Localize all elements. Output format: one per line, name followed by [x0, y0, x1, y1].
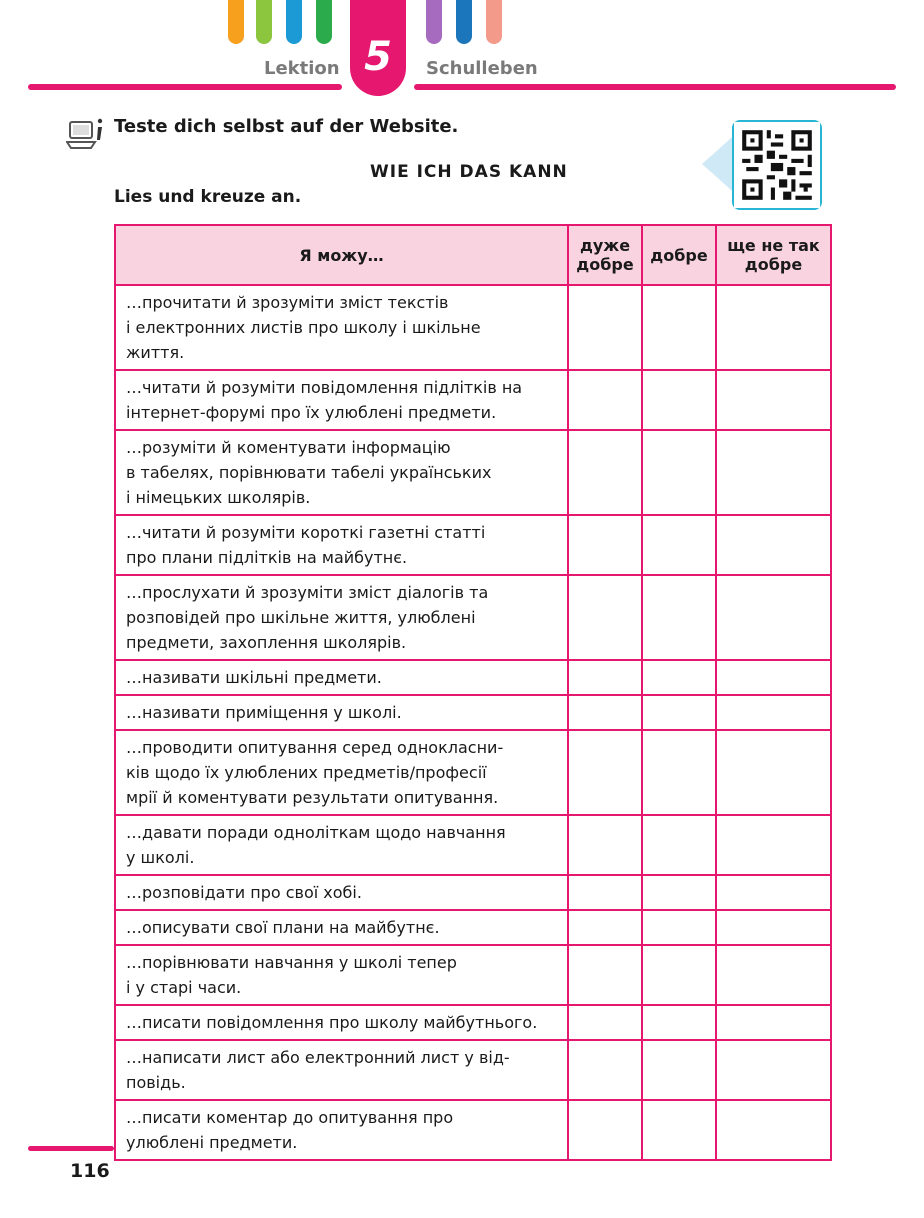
checkbox-cell-not-so-good[interactable]	[716, 730, 831, 815]
checkbox-cell-not-so-good[interactable]	[716, 815, 831, 875]
checkbox-cell-very-good[interactable]	[568, 695, 642, 730]
checkbox-cell-very-good[interactable]	[568, 1100, 642, 1160]
skill-line: …прочитати й зрозуміти зміст текстів	[126, 293, 449, 312]
header-line-right	[414, 84, 896, 90]
skill-line: …порівнювати навчання у школі тепер	[126, 953, 457, 972]
table-row	[115, 1005, 831, 1040]
header-good: добре	[642, 225, 716, 285]
checkbox-cell-not-so-good[interactable]	[716, 370, 831, 430]
skill-line: розповідей про шкільне життя, улюблені	[126, 608, 476, 627]
skill-cell	[115, 660, 568, 695]
checkbox-cell-good[interactable]	[642, 695, 716, 730]
table-row	[115, 370, 831, 430]
checkbox-cell-good[interactable]	[642, 285, 716, 370]
skill-line: …писати повідомлення про школу майбутнього.	[126, 1013, 538, 1032]
skill-line: …називати приміщення у школі.	[126, 703, 402, 722]
skill-line: …розуміти й коментувати інформацію	[126, 438, 451, 457]
checkbox-cell-very-good[interactable]	[568, 370, 642, 430]
section-heading: WIE ICH DAS KANN	[370, 162, 568, 182]
checkbox-cell-very-good[interactable]	[568, 660, 642, 695]
checkbox-cell-good[interactable]	[642, 1100, 716, 1160]
header-bar	[486, 0, 502, 44]
table-row	[115, 285, 831, 370]
checkbox-cell-very-good[interactable]	[568, 875, 642, 910]
checkbox-cell-good[interactable]	[642, 1040, 716, 1100]
skill-cell	[115, 695, 568, 730]
table-row	[115, 730, 831, 815]
checkbox-cell-good[interactable]	[642, 660, 716, 695]
skill-cell	[115, 910, 568, 945]
table-row	[115, 575, 831, 660]
table-row	[115, 430, 831, 515]
checkbox-cell-good[interactable]	[642, 875, 716, 910]
skill-line: …називати шкільні предмети.	[126, 668, 382, 687]
skill-line: …давати поради одноліткам щодо навчання	[126, 823, 506, 842]
skill-cell	[115, 575, 568, 660]
checkbox-cell-very-good[interactable]	[568, 730, 642, 815]
skill-line: інтернет-форумі про їх улюблені предмети.	[126, 403, 497, 422]
skill-line: улюблені предмети.	[126, 1133, 298, 1152]
topic-label: Schulleben	[426, 58, 538, 79]
table-row	[115, 515, 831, 575]
skill-cell	[115, 875, 568, 910]
header-line-left	[28, 84, 342, 90]
checkbox-cell-good[interactable]	[642, 575, 716, 660]
skill-line: в табелях, порівнювати табелі українських	[126, 463, 492, 482]
skill-line: життя.	[126, 343, 185, 362]
skill-line: у школі.	[126, 848, 195, 867]
checkbox-cell-very-good[interactable]	[568, 1040, 642, 1100]
header-not-so-good: ще не так добре	[716, 225, 831, 285]
lektion-label: Lektion	[264, 58, 340, 79]
skill-cell	[115, 430, 568, 515]
skill-line: мрії й коментувати результати опитування.	[126, 788, 499, 807]
skill-cell	[115, 815, 568, 875]
checkbox-cell-not-so-good[interactable]	[716, 875, 831, 910]
skill-cell	[115, 1005, 568, 1040]
self-assessment-table	[114, 224, 832, 1161]
checkbox-cell-not-so-good[interactable]	[716, 1005, 831, 1040]
skill-line: предмети, захоплення школярів.	[126, 633, 407, 652]
skill-line: …прослухати й зрозуміти зміст діалогів та	[126, 583, 489, 602]
checkbox-cell-good[interactable]	[642, 945, 716, 1005]
skill-line: …читати й розуміти повідомлення підлітків на	[126, 378, 523, 397]
table-row	[115, 910, 831, 945]
header-bar	[316, 0, 332, 44]
skill-cell	[115, 285, 568, 370]
skill-line: …розповідати про свої хобі.	[126, 883, 362, 902]
skill-line: повідь.	[126, 1073, 186, 1092]
checkbox-cell-good[interactable]	[642, 815, 716, 875]
skill-cell	[115, 945, 568, 1005]
footer-line	[28, 1146, 114, 1151]
checkbox-cell-good[interactable]	[642, 730, 716, 815]
laptop-info-icon	[66, 116, 106, 152]
checkbox-cell-very-good[interactable]	[568, 945, 642, 1005]
checkbox-cell-not-so-good[interactable]	[716, 285, 831, 370]
skill-cell	[115, 370, 568, 430]
header-bar	[228, 0, 244, 44]
checkbox-cell-not-so-good[interactable]	[716, 1040, 831, 1100]
table-row	[115, 695, 831, 730]
skill-cell	[115, 1040, 568, 1100]
header-bar	[286, 0, 302, 44]
table-row	[115, 1040, 831, 1100]
header-very-good: дуже добре	[568, 225, 642, 285]
checkbox-cell-good[interactable]	[642, 430, 716, 515]
table-row	[115, 1100, 831, 1160]
checkbox-cell-not-so-good[interactable]	[716, 575, 831, 660]
page-number: 116	[70, 1160, 110, 1182]
checkbox-cell-not-so-good[interactable]	[716, 695, 831, 730]
checkbox-cell-not-so-good[interactable]	[716, 515, 831, 575]
checkbox-cell-not-so-good[interactable]	[716, 945, 831, 1005]
table-header-row	[115, 225, 831, 285]
skill-line: про плани підлітків на майбутнє.	[126, 548, 408, 567]
qr-code-icon	[734, 122, 820, 208]
checkbox-cell-very-good[interactable]	[568, 1005, 642, 1040]
skill-cell	[115, 1100, 568, 1160]
qr-code[interactable]	[732, 120, 822, 210]
skill-line: …описувати свої плани на майбутнє.	[126, 918, 440, 937]
checkbox-cell-not-so-good[interactable]	[716, 1100, 831, 1160]
skill-line: і німецьких школярів.	[126, 488, 311, 507]
checkbox-cell-not-so-good[interactable]	[716, 430, 831, 515]
header-bar	[256, 0, 272, 44]
skill-line: …читати й розуміти короткі газетні статті	[126, 523, 486, 542]
checkbox-cell-very-good[interactable]	[568, 910, 642, 945]
instruction: Lies und kreuze an.	[114, 187, 302, 207]
table-row	[115, 815, 831, 875]
checkbox-cell-very-good[interactable]	[568, 575, 642, 660]
table-row	[115, 875, 831, 910]
skill-cell	[115, 515, 568, 575]
checkbox-cell-good[interactable]	[642, 515, 716, 575]
checkbox-cell-very-good[interactable]	[568, 285, 642, 370]
table-row	[115, 660, 831, 695]
checkbox-cell-good[interactable]	[642, 1005, 716, 1040]
lektion-number: 5	[364, 34, 392, 80]
checkbox-cell-very-good[interactable]	[568, 815, 642, 875]
skill-line: …проводити опитування серед однокласни-	[126, 738, 504, 757]
checkbox-cell-very-good[interactable]	[568, 430, 642, 515]
checkbox-cell-good[interactable]	[642, 370, 716, 430]
table-row	[115, 945, 831, 1005]
skill-line: і у старі часи.	[126, 978, 242, 997]
header-skill: Я можу…	[115, 225, 568, 285]
website-note: Teste dich selbst auf der Website.	[114, 116, 459, 137]
checkbox-cell-not-so-good[interactable]	[716, 910, 831, 945]
skill-line: ків щодо їх улюблених предметів/професії	[126, 763, 487, 782]
skill-cell	[115, 730, 568, 815]
header-bar	[426, 0, 442, 44]
skill-line: …писати коментар до опитування про	[126, 1108, 454, 1127]
header-bar	[456, 0, 472, 44]
checkbox-cell-not-so-good[interactable]	[716, 660, 831, 695]
checkbox-cell-very-good[interactable]	[568, 515, 642, 575]
skill-line: і електронних листів про школу і шкільне	[126, 318, 481, 337]
checkbox-cell-good[interactable]	[642, 910, 716, 945]
skill-line: …написати лист або електронний лист у від-	[126, 1048, 510, 1067]
